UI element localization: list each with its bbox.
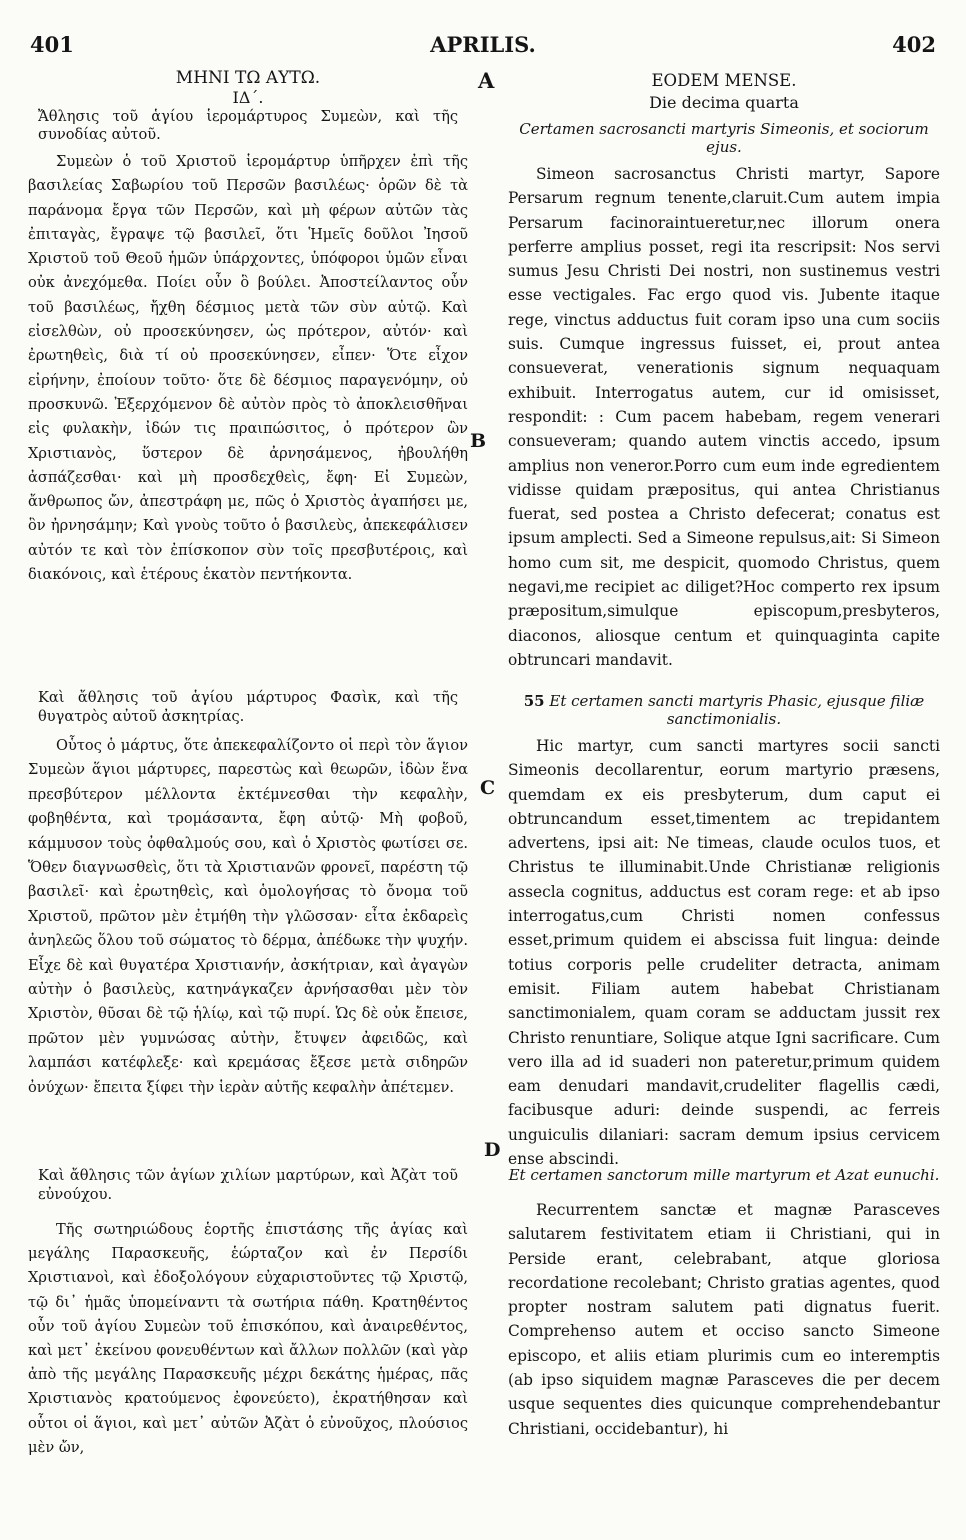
greek-section2-body: Οὗτος ὁ μάρτυς, ὅτε ἀπεκεφαλίζοντο οἱ περὶ τὸν ἅγιον Συμεὼν ἅγιοι μάρτυρες, παρεστὼς καὶ θεωρῶν, ἰδὼν ἕνα πρεσβύτερον μέλλοντα ἐκτέμνεσθαι τὴν κεφαλὴν, φοβηθέντα, καὶ τρομάσαντα, ἔφη αὐτῷ· Μὴ φοβοῦ, κάμμυσον τοὺς ὀφθαλμούς σου, καὶ ὁ Χριστὸς φωτίσει σε. Ὅθεν διαγνωσθεὶς, ὅτι τὰ Χριστιανῶν φρονεῖ, παρέστη τῷ βασιλεῖ· καὶ ἐρωτηθεὶς, καὶ ὁμολογήσας τὸ ὄνομα τοῦ Χριστοῦ, πρῶτον μὲν ἐτμήθη τὴν γλῶσσαν· εἶτα ἐκδαρεὶς ἀνηλεῶς ὅλου τοῦ σώματος τὸ δέρμα, ἀπέδωκε τὴν ψυχήν. Εἶχε δὲ καὶ θυγατέρα Χριστιανήν, ἀσκήτριαν, καὶ ἀγαγὼν αὐτὴν ὁ βασιλεὺς, κατηνάγκαζεν ἀρνήσασθαι μὲν τὸν Χριστὸν, θῦσαι δὲ τῷ ἡλίῳ, καὶ τῷ πυρί. Ὡς δὲ οὐκ ἔπεισε, πρῶτον μὲν γυμνώσας αὐτὴν, ἔτυψεν ἀφειδῶς, καὶ λαμπάσι κατέφλεξε· καὶ κρεμάσας ἔξεσε μετὰ σιδηρῶν ὀνύχων· ἔπειτα ξίφει τὴν ἱερὰν αὐτῆς κεφαλὴν ἀπέτεμεν. xyxy=(28,737,468,1096)
latin-section3 xyxy=(508,1166,940,1441)
margin-letter-a: A xyxy=(478,68,495,93)
latin-section1-body: Simeon sacrosanctus Christi martyr, Sapore Persarum regnum tenente,claruit.Cum autem impia Persarum facinoraintueretur,nec illorum onera perferre amplius posset, regi ita rescripsit: Nos servi sumus Jesu Christi Dei nostri, non sustinemus vestri esse vectigales. Fac ergo quod vis. Jubente itaque rege, vinctus adductus fuit coram ipso una cum sociis suis. Cumque ingressus fuisset, ei, prout antea consueverat, venerationis signum nequaquam exhibuit. Interrogatus autem, cur id omisisset, respondit: : Cum pacem habebam, regem venerari consueveram; quando autem vinctis accedo, ipsum amplius non veneror.Porro cum eum inde egredientem vidisse quidam præpositus, qui antea Christianus fuerat, sed postea a Christo defecerat; conatus est ipsum amplecti. Sed a Simeone repulsus,ait: Si Simeon homo cum sit, me despicit, quomodo Christus, quem negavi,me recipiet ac diliget?Hoc comperto rex ipsum præpositum,simulque episcopum,presbyteros, diaconos, aliosque centum et quinquaginta capite obtruncari mandavit. xyxy=(508,165,940,669)
greek-day-heading: ΙΔ΄. xyxy=(232,88,264,107)
latin-month-heading: EODEM MENSE. xyxy=(651,71,797,90)
greek-column-top xyxy=(28,68,468,587)
greek-section3-body: Τῆς σωτηριώδους ἑορτῆς ἐπιστάσης τῆς ἁγίας καὶ μεγάλης Παρασκευῆς, ἑώρταζον καὶ ἐν Περσίδι Χριστιανοὶ, καὶ ἐδοξολόγουν εὐχαριστοῦντες τῷ Χριστῷ, τῷ δι᾽ ἡμᾶς ὑπομείναντι τὰ σωτήρια πάθη. Κρατηθέντος οὖν τοῦ ἁγίου Συμεὼν τοῦ ἐπισκόπου, καὶ ἀναιρεθέντος, καὶ μετ᾽ ἐκείνου φονευθέντων καὶ ἄλλων πολλῶν (καὶ γὰρ ἀπὸ τῆς μεγάλης Παρασκευῆς μέχρι δεκάτης ἡμέρας, πᾶς Χριστιανὸς κρατούμενος ἐφονεύετο), ἐκρατήθησαν καὶ οὗτοι οἱ ἅγιοι, καὶ μετ᾽ αὐτῶν Ἀζὰτ ὁ εὐνοῦχος, πλούσιος μὲν ὤν, xyxy=(28,1221,468,1456)
greek-section1-body: Συμεὼν ὁ τοῦ Χριστοῦ ἱερομάρτυρ ὑπῆρχεν ἐπὶ τῆς βασιλείας Σαβωρίου τοῦ Περσῶν βασιλέως· ὁρῶν δὲ τὰ παράνομα ἔργα τῶν Περσῶν, καὶ μὴ φέρων αὐτῶν τὰς ἐπιταγὰς, ἔγραψε τῷ βασιλεῖ, ὅτι Ἡμεῖς δοῦλοι Ἰησοῦ Χριστοῦ τοῦ Θεοῦ ἡμῶν ὑπάρχοντες, ὑπόφοροι ὑμῶν εἶναι οὐκ ἀνεχόμεθα. Ποίει οὖν ὃ βούλει. Ἀποστείλαντος οὖν τοῦ βασιλέως, ἤχθη δέσμιος μετὰ τῶν σὺν αὐτῷ. Καὶ εἰσελθὼν, οὐ προσεκύνησεν, ὡς πρότερον, αὐτόν· καὶ ἐρωτηθεὶς, διὰ τί οὐ προσεκύνησεν, εἶπεν· Ὅτε εἶχον εἰρήνην, ἐποίουν τοῦτο· ὅτε δὲ δέσμιος παραγενόμην, οὐ προσκυνῶ. Ἐξερχόμενον δὲ αὐτὸν πρὸς τὸ ἀποκλεισθῆναι εἰς φυλακὴν, ἰδών τις πραιπώσιτος, ὁ πρότερον ὢν Χριστιανὸς, ὕστερον δὲ ἀρνησάμενος, ἠβουλήθη ἀσπάζεσθαι· καὶ μὴ προσδεχθεὶς, ἔφη· Εἰ Συμεὼν, ἄνθρωπος ὤν, ἀπεστράφη με, πῶς ὁ Χριστὸς ἀγαπήσει με, ὃν ἠρνησάμην; Καὶ γνοὺς τοῦτο ὁ βασιλεὺς, ἀπεκεφάλισεν αὐτόν τε καὶ τὸν ἐπίσκοπον σὺν τοῖς πρεσβυτέροις, καὶ διακόνοις, καὶ ἑτέρους ἑκατὸν πεντήκοντα. xyxy=(28,153,468,584)
latin-section2-body: Hic martyr, cum sancti martyres socii sancti Simeonis decollarentur, eorum martyrio præsens, quemdam ex eis presbyterum, dum caput ei obtruncandum esset,timentem ac trepidantem advertens, ipsi ait: Ne timeas, claude oculos tuos, et Christus te illuminabit.Unde Christianæ religionis assecla cognitus, adductus est coram rege: et ab ipso interrogatus,cum Christi nomen confessus esset,primum quidem ei abscissa fuit lingua: deinde totius corporis pelle crudeliter detracta, animam emisit. Filiam autem habebat Christianam sanctimonialem, quam coram se adductam jussit rex Christo renuntiare, Solique atque Igni sacrificare. Cum vero illa ad id suaderi non pateretur,primum quidem eam denudari mandavit,crudeliter flagellis cædi, facibusque aduri: deinde suspendi, ac ferreis unguiculis dilaniari: sacram demum ipsius cervicem ense abscindi. xyxy=(508,737,940,1169)
page-number-left: 401 xyxy=(30,32,74,57)
greek-section2-title: Καὶ ἄθλησις τοῦ ἁγίου μάρτυρος Φασὶκ, καὶ τῆς θυγατρὸς αὐτοῦ ἀσκητρίας. xyxy=(38,689,458,725)
running-title: APRILIS. xyxy=(430,32,536,57)
margin-letter-d: D xyxy=(484,1139,501,1161)
greek-section1-title: Ἄθλησις τοῦ ἁγίου ἱερομάρτυρος Συμεὼν, καὶ τῆς συνοδίας αὐτοῦ. xyxy=(38,108,458,143)
latin-section2-heading xyxy=(508,692,940,728)
greek-section2 xyxy=(28,688,468,1100)
latin-column-top xyxy=(508,70,940,672)
latin-section2 xyxy=(508,692,940,1171)
latin-section3-body: Recurrentem sanctæ et magnæ Parasceves salutarem festivitatem etiam ii Christiani, qui in Perside erant, celebrabant, atque gloriosa recordatione recolebant; Christo gratias agentes, quod propter nostram salutem pati dignatus fuerit. Comprehenso autem et occiso sancto Simeone episcopo, et aliis etiam plurimis cum eo interemptis (ab ipso siquidem magnæ Parasceves die per decem usque sequentes dies quicunque comprehendebantur Christiani, occidebantur), hi xyxy=(508,1201,940,1438)
greek-month-heading: ΜΗΝΙ ΤΩ ΑΥΤΩ. xyxy=(175,68,321,88)
greek-section3-title: Καὶ ἄθλησις τῶν ἁγίων χιλίων μαρτύρων, καὶ Ἀζὰτ τοῦ εὐνούχου. xyxy=(38,1167,458,1203)
latin-section2-number: 55 xyxy=(523,692,545,710)
latin-section3-title: Et certamen sanctorum mille martyrum et Azat eunuchi. xyxy=(508,1166,940,1184)
latin-section1-title: Certamen sacrosancti martyris Simeonis, et sociorum ejus. xyxy=(519,120,929,156)
page-number-right: 402 xyxy=(892,32,936,57)
latin-section2-title: Et certamen sancti martyris Phasic, ejusque filiæ sanctimonialis. xyxy=(549,692,925,728)
greek-section3 xyxy=(28,1166,468,1460)
margin-letter-b: B xyxy=(470,430,487,452)
margin-letter-c: C xyxy=(480,777,496,799)
latin-day-heading: Die decima quarta xyxy=(649,93,799,112)
